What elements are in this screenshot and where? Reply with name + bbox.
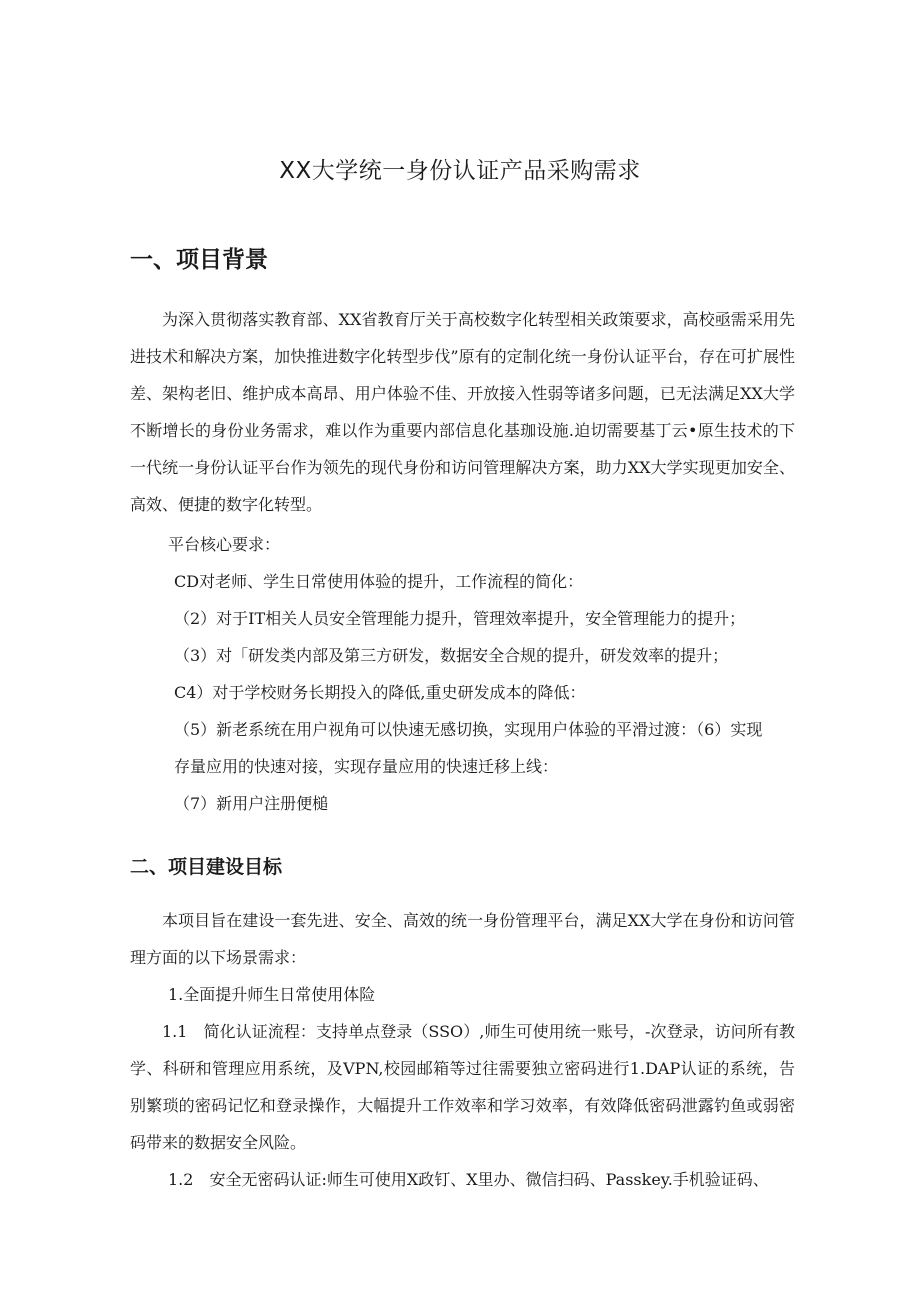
section-heading-goals: 二、项目建设目标: [130, 856, 283, 878]
background-paragraph: 为深入贯彻落实教育部、XX省教育厅关于高校数字化转型相关政策要求，高校亟需采用先进技术和解决方案，加快推进数字化转型步伐”原有的定制化统一身份认证平台，存在可扩展性差、架构老旧、维护成本高昂、用户体验不佳、开放接入性弱等诸多问题，已无法满足XX大学不断增长的身份业务需求，难以作为重要内部信息化基珈设施.迫切需要基丁云•原生技术的下一代统一身份认证平台作为领先的现代身份和访问管理解决方案，助力XX大学实现更加安全、高效、便捷的数字化转型。: [130, 310, 795, 514]
requirement-item: CD对老师、学生日常使用体验的提升，工作流程的简化：: [174, 572, 584, 591]
requirement-item: C4）对于学校财务长期投入的降低,重史研发成本的降低：: [174, 683, 586, 702]
goals-intro-paragraph: 本项目旨在建设一套先进、安全、高效的统一身份管理平台，满足XX大学在身份和访问管理方面的以下场景需求：: [130, 911, 795, 967]
section-heading-background: 一、项目背景: [130, 247, 268, 273]
goal-subitem-paragraph: 1.2 安全无密码认证:师生可使用X政钉、X里办、微信扫码、Passkey.手机验证码、: [168, 1170, 769, 1189]
requirement-item: （2）对于IT相关人员安全管理能力提升，管理效率提升，安全管理能力的提升；: [174, 609, 746, 628]
goal-subitem-paragraph: 1.1 简化认证流程：支持单点登录（SSO）,师生可使用统一账号，-次登录，访问所有教学、科研和管理应用系统，及VPN,校园邮箱等过往需要独立密码进行1.DAP认证的系统，告别繁琐的密码记忆和登录操作，大幅提升工作效率和学习效率，有效降低密码泄露钓鱼或弱密码带来的数据安全风险。: [130, 1022, 795, 1152]
requirement-item: （5）新老系统在用户视角可以快速无感切换，实现用户体验的平滑过渡：（6）实现: [174, 720, 763, 739]
document-title: XX大学统一身份认证产品采购需求: [279, 158, 641, 184]
goal-item-heading: 1.全面提升师生日常使用体险: [168, 985, 376, 1004]
requirement-item-continued: 存量应用的快速对接，实现存量应用的快速迁移上线：: [174, 757, 559, 776]
requirement-item: （7）新用户注册便槌: [174, 794, 329, 813]
core-requirements-label: 平台核心要求：: [168, 535, 281, 554]
requirement-item: （3）对「研发类内部及第三方研发，数据安全合规的提升，研发效率的提升；: [174, 646, 729, 665]
